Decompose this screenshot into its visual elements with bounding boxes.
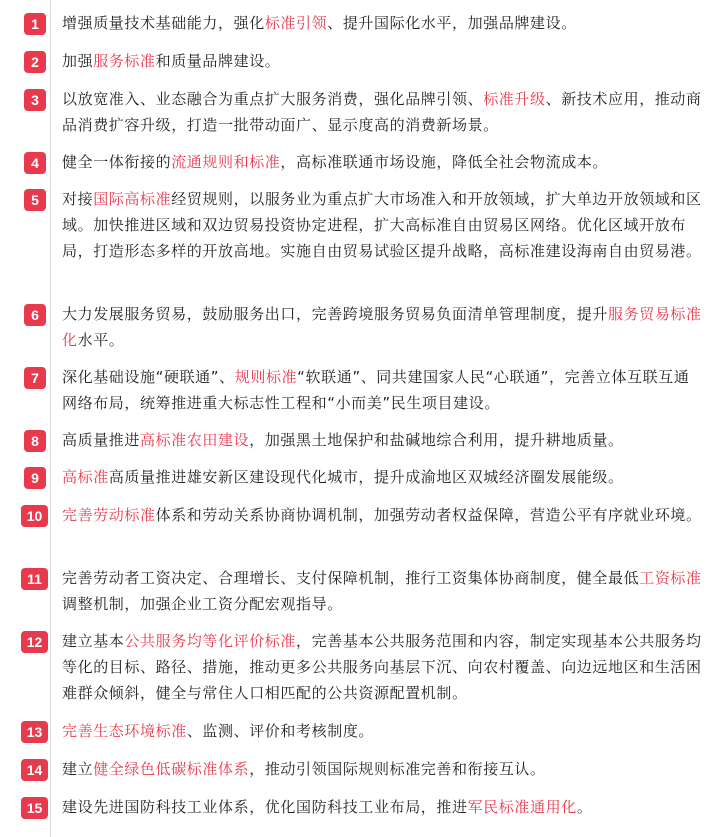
text-segment: ，推动引领国际规则标准完善和衔接互认。: [249, 760, 546, 778]
item-text: [62, 628, 702, 706]
item-text: [62, 756, 702, 782]
text-segment: 。: [576, 798, 593, 816]
text-segment: 加强: [62, 52, 94, 70]
timeline-divider: [50, 0, 51, 837]
highlighted-term: 完善生态环境标准: [62, 722, 187, 740]
text-segment: 以放宽准入、业态融合为重点扩大服务消费，强化品牌引领、: [62, 90, 484, 108]
item-text: [62, 149, 702, 175]
item-number-badge: 6: [24, 304, 46, 326]
item-number-badge: 12: [21, 631, 48, 653]
item-text: [62, 502, 702, 528]
text-segment: 和质量品牌建设。: [155, 52, 281, 70]
highlighted-term: 工资标准: [639, 569, 702, 587]
item-number-badge: 9: [24, 467, 46, 489]
item-text: [62, 48, 702, 74]
text-segment: 体系和劳动关系协商协调机制，加强劳动者权益保障，营造公平有序就业环境。: [155, 506, 702, 524]
item-number-badge: 10: [21, 505, 48, 527]
item-number-badge: 7: [24, 367, 46, 389]
item-number-badge: 3: [24, 89, 46, 111]
highlighted-term: 标准引领: [264, 14, 328, 32]
item-text: [62, 186, 702, 264]
item-text: [62, 301, 702, 353]
highlighted-term: 军民标准通用化: [467, 798, 577, 816]
item-text: [62, 10, 702, 36]
text-segment: 大力发展服务贸易，鼓励服务出口，完善跨境服务贸易负面清单管理制度，提升: [62, 305, 609, 323]
text-segment: 建立基本: [62, 632, 125, 650]
text-segment: 建设先进国防科技工业体系，优化国防科技工业布局，推进: [62, 798, 468, 816]
item-text: [62, 427, 702, 453]
highlighted-term: 标准升级: [483, 90, 546, 108]
text-segment: 、监测、评价和考核制度。: [186, 722, 375, 740]
text-segment: 深化基础设施“硬联通”、: [62, 368, 235, 386]
text-segment: 、新技术应用，推动商品消费扩容升级，打造一批带动面广、显示度高的消费新场景。: [62, 90, 702, 134]
highlighted-term: 完善劳动标准: [62, 506, 156, 524]
text-segment: 增强质量技术基础能力，强化: [62, 14, 265, 32]
highlighted-term: 规则标准: [234, 368, 298, 386]
item-text: [62, 364, 702, 416]
text-segment: ，完善基本公共服务范围和内容，制定实现基本公共服务均等化的目标、路径、措施，推动更多公共服务向基层下沉、向农村覆盖、向边远地区和生活困难群众倾斜，健全与常住人口相匹配的公共资源配置机制。: [62, 632, 702, 702]
text-segment: 高质量推进雄安新区建设现代化城市，提升成渝地区双城经济圈发展能级。: [108, 468, 624, 486]
item-number-badge: 15: [21, 797, 48, 819]
item-text: [62, 718, 702, 744]
text-segment: 高质量推进: [62, 431, 141, 449]
highlighted-term: 国际高标准: [93, 190, 172, 208]
text-segment: 完善劳动者工资决定、合理增长、支付保障机制，推行工资集体协商制度，健全最低: [62, 569, 640, 587]
item-number-badge: 13: [21, 721, 48, 743]
text-segment: 对接: [62, 190, 94, 208]
highlighted-term: 服务贸易标准化: [62, 305, 702, 349]
text-segment: ，加强黑土地保护和盐碱地综合利用，提升耕地质量。: [249, 431, 624, 449]
highlighted-term: 服务标准: [93, 52, 156, 70]
item-number-badge: 14: [21, 759, 48, 781]
item-text: [62, 464, 702, 490]
item-number-badge: 1: [24, 13, 46, 35]
item-number-badge: 4: [24, 152, 46, 174]
highlighted-term: 流通规则和标准: [171, 153, 281, 171]
text-segment: 经贸规则，以服务业为重点扩大市场准入和开放领域，扩大单边开放领域和区域。加快推进区域和双边贸易投资协定进程，扩大高标准自由贸易区网络。优化区域开放布局，打造形态多样的开放高地。实施自由贸易试验区提升战略，高标准建设海南自由贸易港。: [62, 190, 702, 260]
highlighted-term: 公共服务均等化评价标准: [124, 632, 297, 650]
highlighted-term: 高标准农田建设: [140, 431, 250, 449]
text-segment: ，高标准联通市场设施，降低全社会物流成本。: [280, 153, 609, 171]
item-text: [62, 794, 702, 820]
item-number-badge: 2: [24, 51, 46, 73]
item-number-badge: 5: [24, 189, 46, 211]
item-text: [62, 86, 702, 138]
text-segment: 水平。: [77, 331, 125, 349]
text-segment: 调整机制，加强企业工资分配宏观指导。: [62, 595, 343, 613]
text-segment: 建立: [62, 760, 94, 778]
highlighted-term: 高标准: [62, 468, 109, 486]
highlighted-term: 健全绿色低碳标准体系: [93, 760, 250, 778]
item-number-badge: 8: [24, 430, 46, 452]
text-segment: 、提升国际化水平，加强品牌建设。: [327, 14, 577, 32]
text-segment: 健全一体衔接的: [62, 153, 172, 171]
item-number-badge: 11: [21, 568, 48, 590]
item-text: [62, 565, 702, 617]
text-segment: “软联通”、同共建国家人民“心联通”，完善立体互联互通网络布局，统筹推进重大标志性工程和“小而美”民生项目建设。: [62, 368, 690, 412]
